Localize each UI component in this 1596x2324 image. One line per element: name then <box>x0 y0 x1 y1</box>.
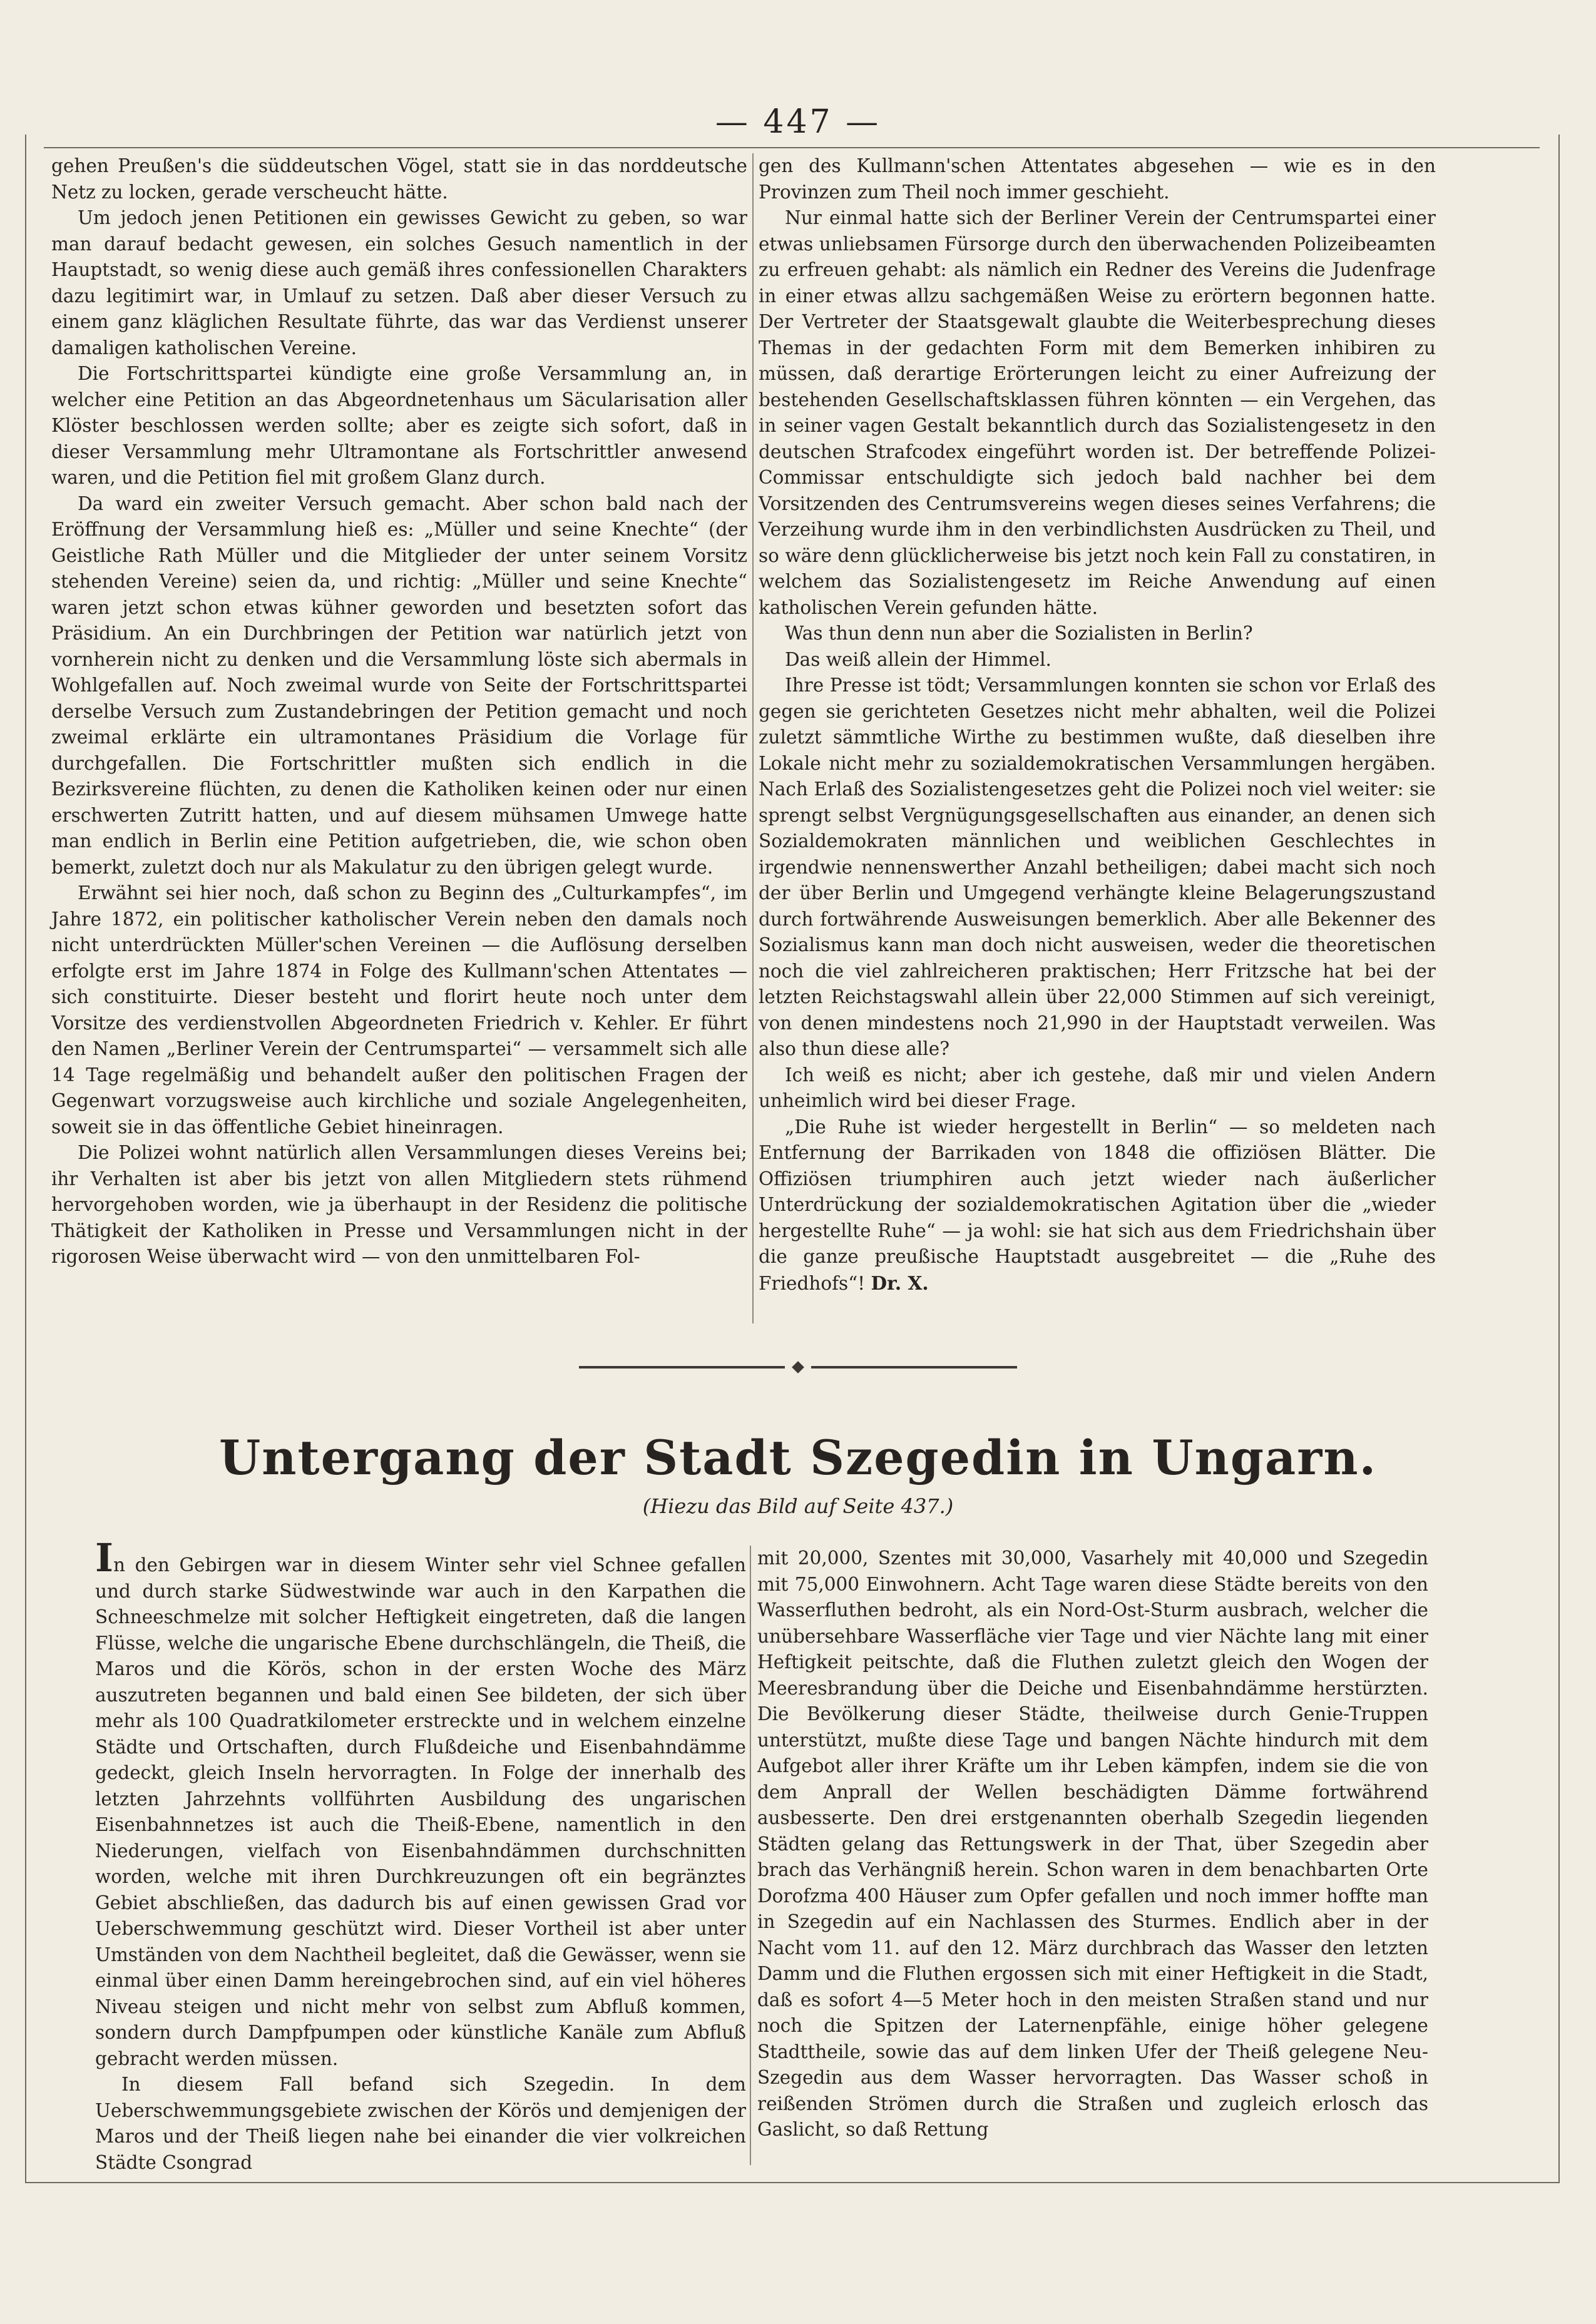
paragraph: Um jedoch jenen Petitionen ein gewisses Gewicht zu geben, so war man darauf bedacht gewesen, ein solches Gesuch namentlich in der Hauptstadt, so wenig diese auch gemäß ihres confessionellen Charakters dazu legitimirt war, in Umlauf zu setzen. Daß aber dieser Versuch zu einem ganz kläglichen Resultate führte, das war das Verdienst unserer damaligen katholischen Vereine. <box>51 207 747 359</box>
paragraph-text: „Die Ruhe ist wieder hergestellt in Berlin“ — so meldeten nach Entfernung der Barrikaden von 1848 die offiziösen Blätter. Die Offiziösen triumphiren auch jetzt wieder nach äußerlicher Unterdrückung der sozialdemokratischen Agitation über die „wieder hergestellte Ruhe“ — ja wohl: sie hat sich aus dem Friedrichshain über die ganze preußische Hauptstadt ausgebreitet — die „Ruhe des Friedhofs“! <box>759 1116 1436 1294</box>
paragraph: Was thun denn nun aber die Sozialisten in Berlin? <box>785 623 1253 644</box>
article-headline: Untergang der Stadt Szegedin in Ungarn. <box>218 1430 1378 1486</box>
paragraph: gen des Kullmann'schen Attentates abgesehen — wie es in den Provinzen zum Theil noch immer geschieht. <box>759 155 1436 203</box>
article1-column-left <box>51 153 747 1342</box>
column-divider <box>752 153 754 1323</box>
article1-column-right <box>759 153 1436 1342</box>
diamond-ornament-icon <box>792 1361 804 1374</box>
paragraph: Da ward ein zweiter Versuch gemacht. Aber schon bald nach der Eröffnung der Versammlung hieß es: „Müller und seine Knechte“ (der Geistliche Rath Müller und die Mitglieder der unter seinem Vorsitz stehenden Vereine) seien da, und richtig: „Müller und seine Knechte“ waren jetzt schon etwas kühner geworden und besetzten sofort das Präsidium. An ein Durchbringen der Petition war natürlich jetzt von vornherein nicht zu denken und die Versammlung löste sich abermals in Wohlgefallen auf. Noch zweimal wurde von Seite der Fortschrittspartei derselbe Versuch zum Zustandebringen der Petition gemacht und noch zweimal erklärte ein ultramontanes Präsidium die Vorlage für durchgefallen. Die Fortschrittler mußten sich endlich in die Bezirksvereine flüchten, zu denen die Katholiken keinen oder nur einen erschwerten Zutritt hatten, und auf diesem mühsamen Umwege hatte man endlich in Berlin eine Petition aufgetrieben, die, wie schon oben bemerkt, zuletzt doch nur als Makulatur zu den übrigen gelegt wurde. <box>51 492 747 878</box>
author-signature: Dr. X. <box>871 1272 929 1294</box>
drop-cap: I <box>95 1535 114 1581</box>
paragraph: Ihre Presse ist tödt; Versammlungen konnten sie schon vor Erlaß des gegen sie gerichteten Gesetzes nicht mehr abhalten, weil die Polizei zuletzt sämmtliche Wirthe zu bestimmen wußte, daß dieselben ihre Lokale nicht mehr zu sozialdemokratischen Versammlungen hergäben. Nach Erlaß des Sozialistengesetzes geht die Polizei noch viel weiter: sie sprengt selbst Vergnügungsgesellschaften aus einander, an denen sich Sozialdemokraten männlichen und weiblichen Geschlechtes in irgendwie nennenswerther Anzahl betheiligen; dabei macht sich noch der über Berlin und Umgegend verhängte kleine Belagerungszustand durch fortwährende Ausweisungen bemerklich. Aber alle Bekenner des Sozialismus kann man doch nicht ausweisen, weder die theoretischen noch die viel zahlreicheren praktischen; Herr Fritzsche hat bei der letzten Reichstagswahl allein über 22,000 Stimmen auf sich vereinigt, von denen mindestens noch 21,990 in der Hauptstadt verweilen. Was also thun diese alle? <box>759 675 1436 1059</box>
paragraph: Die Fortschrittspartei kündigte eine große Versammlung an, in welcher eine Petition an das Abgeordnetenhaus um Säcularisation aller Klöster beschlossen werden sollte; aber es zeigte sich sofort, daß in dieser Versammlung mehr Ultramontane als Fortschrittler anwesend waren, und die Petition fiel mit großem Glanz durch. <box>51 363 747 488</box>
article2-column-right <box>757 1546 1428 2171</box>
paragraph: Erwähnt sei hier noch, daß schon zu Beginn des „Culturkampfes“, im Jahre 1872, ein politischer katholischer Verein neben den damals noch nicht unterdrückten Müller'schen Vereinen — die Auflösung derselben erfolgte erst im Jahre 1874 in Folge des Kullmann'schen Attentates — sich constituirte. Dieser besteht und florirt heute noch unter dem Vorsitze des verdienstvollen Abgeordneten Friedrich v. Kehler. Er führt den Namen „Berliner Verein der Centrumspartei“ — versammelt sich alle 14 Tage regelmäßig und behandelt außer den politischen Fragen der Gegenwart vorzugsweise auch kirchliche und soziale Angelegenheiten, soweit sie in das öffentliche Gebiet hineinragen. <box>51 882 747 1138</box>
paragraph: mit 20,000, Szentes mit 30,000, Vasarhely mit 40,000 und Szegedin mit 75,000 Einwohnern. Acht Tage waren diese Städte bereits von den Wasserfluthen bedroht, als ein Nord-Ost-Sturm ausbrach, welcher die unübersehbare Wasserfläche vier Tage und vier Nächte lang mit einer Heftigkeit peitschte, daß die Fluthen zuletzt gleich den Wogen der Meeresbrandung über die Deiche und Eisenbahndämme herstürzten. Die Bevölkerung dieser Städte, theilweise durch Genie-Truppen unterstützt, mußte diese Tage und bangen Nächte hindurch mit dem Aufgebot aller ihrer Kräfte um ihr Leben kämpfen, indem sie die von dem Anprall der Wellen beschädigten Dämme fortwährend ausbesserte. Den drei erstgenannten oberhalb Szegedin liegenden Städten gelang das Rettungswerk in der That, über Szegedin aber brach das Verhängniß herein. Schon waren in dem benachbarten Orte Dorofzma 400 Häuser zum Opfer gefallen und noch immer hoffte man in Szegedin auf ein Nachlassen des Sturmes. Endlich aber in der Nacht vom 11. auf den 12. März durchbrach das Wasser den letzten Damm und die Fluthen ergossen sich mit einer Heftigkeit in die Stadt, daß es sofort 4—5 Meter hoch in den meisten Straßen stand und nur noch die Spitzen der Laternenpfähle, einige höher gelegene Stadttheile, sowie das auf dem linken Ufer der Theiß gelegene Neu-Szegedin aus dem Wasser hervorragten. Das Wasser schoß in reißenden Strömen durch die Straßen und zugleich erlosch das Gaslicht, so daß Rettung <box>757 1547 1428 2140</box>
paragraph: Das weiß allein der Himmel. <box>785 648 1051 670</box>
page-number: — 447 — <box>715 103 881 141</box>
paragraph <box>95 1535 746 2072</box>
paragraph: gehen Preußen's die süddeutschen Vögel, statt sie in das norddeutsche Netz zu locken, gerade verscheucht hätte. <box>51 155 747 203</box>
paragraph-text: n den Gebirgen war in diesem Winter sehr viel Schnee gefallen und durch starke Südwestwinde war auch in den Karpathen die Schneeschmelze mit solcher Heftigkeit eingetreten, daß die langen Flüsse, welche die ungarische Ebene durchschlängeln, die Theiß, die Maros und die Körös, schon in der ersten Woche des März auszutreten begannen und bald einen See bildeten, der sich über mehr als 100 Quadratkilometer erstreckte und in welchem einzelne Städte und Ortschaften, durch Flußdeiche und Eisenbahndämme gedeckt, gleich Inseln hervorragten. In Folge der innerhalb des letzten Jahrzehnts vollführten Ausbildung des ungarischen Eisenbahnnetzes ist auch die Theiß-Ebene, namentlich in den Niederungen, vielfach von Eisenbahndämmen durchschnitten worden, welche mit ihren Durchkreuzungen oft ein begränztes Gebiet abschließen, das dadurch bis auf einen gewissen Grad vor Ueberschwemmung geschützt wird. Dieser Vortheil ist aber unter Umständen von dem Nachtheil begleitet, daß die Gewässer, wenn sie einmal über einen Damm hereingebrochen sind, auf ein viel höheres Niveau steigen und nicht mehr von selbst zum Abfluß kommen, sondern durch Dampfpumpen oder künstliche Kanäle zum Abfluß gebracht werden müssen. <box>95 1554 746 2069</box>
paragraph: In diesem Fall befand sich Szegedin. In dem Ueberschwemmungsgebiete zwischen der Körös und demjenigen der Maros und der Theiß liegen nahe bei einander die vier volkreichen Städte Csongrad <box>95 2074 746 2173</box>
section-divider-ornament <box>579 1358 1017 1377</box>
paragraph: Nur einmal hatte sich der Berliner Verein der Centrumspartei einer etwas unliebsamen Fürsorge durch den überwachenden Polizeibeamten zu erfreuen gehabt: als nämlich ein Redner des Vereins die Judenfrage in einer etwas allzu sachgemäßen Weise zu erörtern begonnen hatte. Der Vertreter der Staatsgewalt glaubte die Weiterbesprechung dieses Themas in der gedachten Form mit dem Bemerken inhibiren zu müssen, daß derartige Erörterungen leicht zu einer Aufreizung der bestehenden Gesellschaftsklassen führen könnten — ein Vergehen, das in seiner vagen Gestalt bekanntlich durch das Sozialistengesetz in den deutschen Strafcodex eingeführt worden ist. Der betreffende Polizei-Commissar entschuldigte sich jedoch bald nachher bei dem Vorsitzenden des Centrumsvereins wegen dieses seines Verfahrens; die Verzeihung wurde ihm in den verbindlichsten Ausdrücken zu Theil, und so wäre denn glücklicherweise bis jetzt noch kein Fall zu constatiren, in welchem das Sozialistengesetz im Reiche Anwendung auf einen katholischen Verein gefunden hätte. <box>759 207 1436 618</box>
column-divider <box>750 1546 751 2165</box>
paragraph: Die Polizei wohnt natürlich allen Versammlungen dieses Vereins bei; ihr Verhalten ist aber bis jetzt von allen Mitgliedern stets rühmend hervorgehoben worden, wie ja überhaupt in der Residenz die politische Thätigkeit der Katholiken in Presse und Versammlungen nicht in der rigorosen Weise überwacht wird — von den unmittelbaren Fol- <box>51 1142 747 1267</box>
paragraph: Ich weiß es nicht; aber ich gestehe, daß mir und vielen Andern unheimlich wird bei dieser Frage. <box>759 1064 1436 1111</box>
article2-column-left <box>95 1535 746 2173</box>
article-subhead: (Hiezu das Bild auf Seite 437.) <box>642 1494 954 1518</box>
paragraph-last <box>759 1114 1436 1297</box>
